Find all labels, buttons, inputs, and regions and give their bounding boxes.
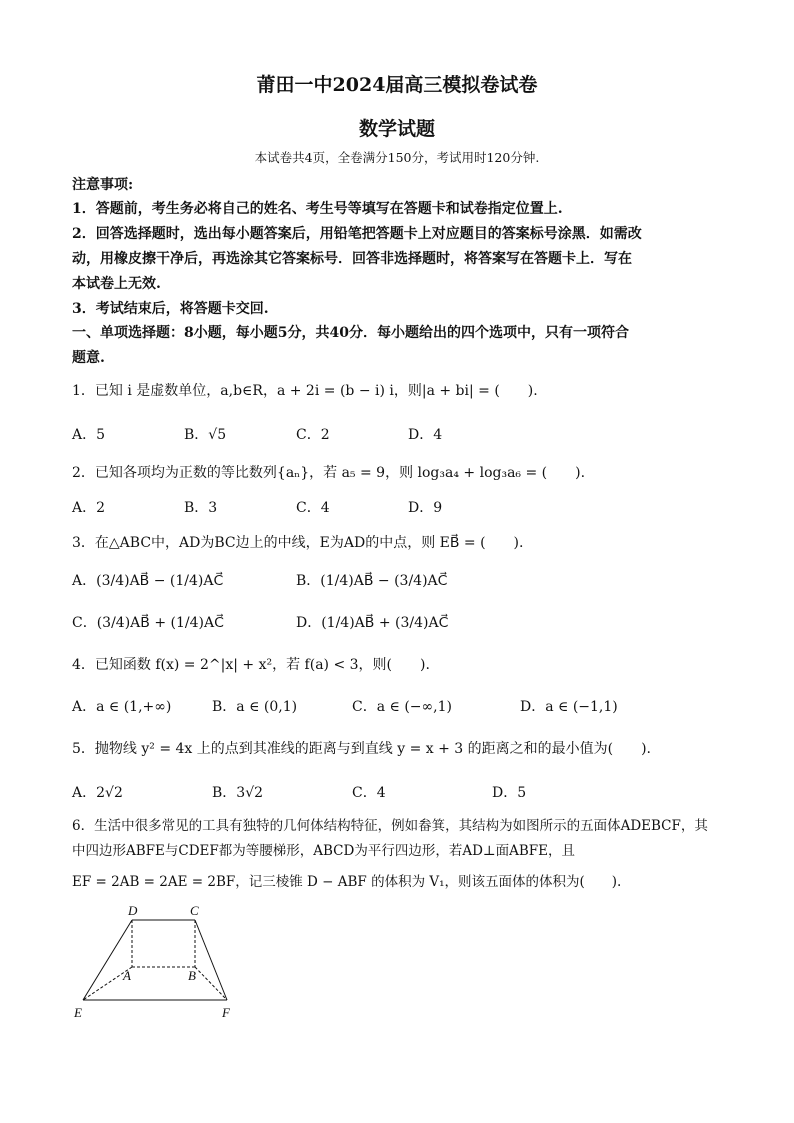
note-line: 3．考试结束后，将答题卡交回. <box>72 301 269 317</box>
notes-heading: 注意事项: <box>72 177 134 193</box>
question-4-option-d: D．a ∈ (−1,1) <box>520 699 618 715</box>
question-1-option-a: A．5 <box>72 427 106 443</box>
question-2-option-d: D．9 <box>408 500 443 516</box>
question-2-option-b: B．3 <box>184 500 218 516</box>
question-5-option-c: C．4 <box>352 785 386 801</box>
question-4-option-c: C．a ∈ (−∞,1) <box>352 699 452 715</box>
section-heading-cont: 题意. <box>72 350 105 366</box>
question-5-stem: 5．抛物线 y² = 4x 上的点到其准线的距离与到直线 y = x + 3 的距离之和的最小值为( ). <box>72 741 652 757</box>
vertex-label-d: D <box>128 903 138 918</box>
question-3-option-a: A．(3/4)AB⃗ − (1/4)AC⃗ <box>72 573 224 589</box>
vertex-label-e: E <box>74 1005 82 1020</box>
question-2-option-c: C．4 <box>296 500 330 516</box>
vertex-label-c: C <box>190 903 199 918</box>
question-4-stem: 4．已知函数 f(x) = 2^|x| + x²，若 f(a) < 3，则( ). <box>72 657 430 673</box>
question-1-option-d: D．4 <box>408 427 443 443</box>
question-1-stem: 1．已知 i 是虚数单位，a,b∈R，a + 2i = (b − i) i，则|a + bi| = ( ). <box>72 383 538 399</box>
question-2-stem: 2．已知各项均为正数的等比数列{aₙ}，若 a₅ = 9，则 log₃a₄ + log₃a₆ = ( ). <box>72 465 586 481</box>
section-heading: 一、单项选择题：8小题，每小题5分，共40分．每小题给出的四个选项中，只有一项符合 <box>72 325 629 341</box>
question-3-option-b: B．(1/4)AB⃗ − (3/4)AC⃗ <box>296 573 448 589</box>
vertex-label-f: F <box>222 1005 230 1020</box>
note-line: 2．回答选择题时，选出每小题答案后，用铅笔把答题卡上对应题目的答案标号涂黑．如需改 <box>72 226 642 242</box>
question-6-stem-line: 6．生活中很多常见的工具有独特的几何体结构特征，例如畚箕，其结构为如图所示的五面体ADEBCF，其 <box>72 818 708 834</box>
pentahedron-figure <box>66 900 246 1024</box>
exam-subtitle: 数学试题 <box>358 118 435 140</box>
question-3-option-d: D．(1/4)AB⃗ + (3/4)AC⃗ <box>296 615 449 631</box>
question-1-option-b: B．√5 <box>184 427 227 443</box>
question-3-stem: 3．在△ABC中，AD为BC边上的中线，E为AD的中点，则 EB⃗ = ( ). <box>72 535 524 551</box>
question-5-option-a: A．2√2 <box>72 785 123 801</box>
question-5-option-d: D．5 <box>492 785 527 801</box>
exam-intro: 本试卷共4页，全卷满分150分，考试用时120分钟. <box>254 150 540 165</box>
question-1-option-c: C．2 <box>296 427 330 443</box>
question-6-stem-line: 中四边形ABFE与CDEF都为等腰梯形，ABCD为平行四边形，若AD⊥面ABFE，且 <box>72 843 575 859</box>
question-4-option-b: B．a ∈ (0,1) <box>212 699 298 715</box>
question-4-option-a: A．a ∈ (1,+∞) <box>72 699 172 715</box>
vertex-label-b: B <box>188 968 196 983</box>
question-3-option-c: C．(3/4)AB⃗ + (1/4)AC⃗ <box>72 615 224 631</box>
vertex-label-a: A <box>123 968 131 983</box>
question-2-option-a: A．2 <box>72 500 106 516</box>
note-line: 动，用橡皮擦干净后，再选涂其它答案标号．回答非选择题时，将答案写在答题卡上．写在 <box>72 251 632 267</box>
question-6-stem-line: EF = 2AB = 2AE = 2BF，记三棱锥 D − ABF 的体积为 V₁，则该五面体的体积为( ). <box>72 874 622 890</box>
exam-title: 莆田一中2024届高三模拟卷试卷 <box>256 74 538 96</box>
note-line: 1．答题前，考生务必将自己的姓名、考生号等填写在答题卡和试卷指定位置上. <box>72 201 563 217</box>
note-line: 本试卷上无效. <box>72 276 161 292</box>
question-5-option-b: B．3√2 <box>212 785 264 801</box>
